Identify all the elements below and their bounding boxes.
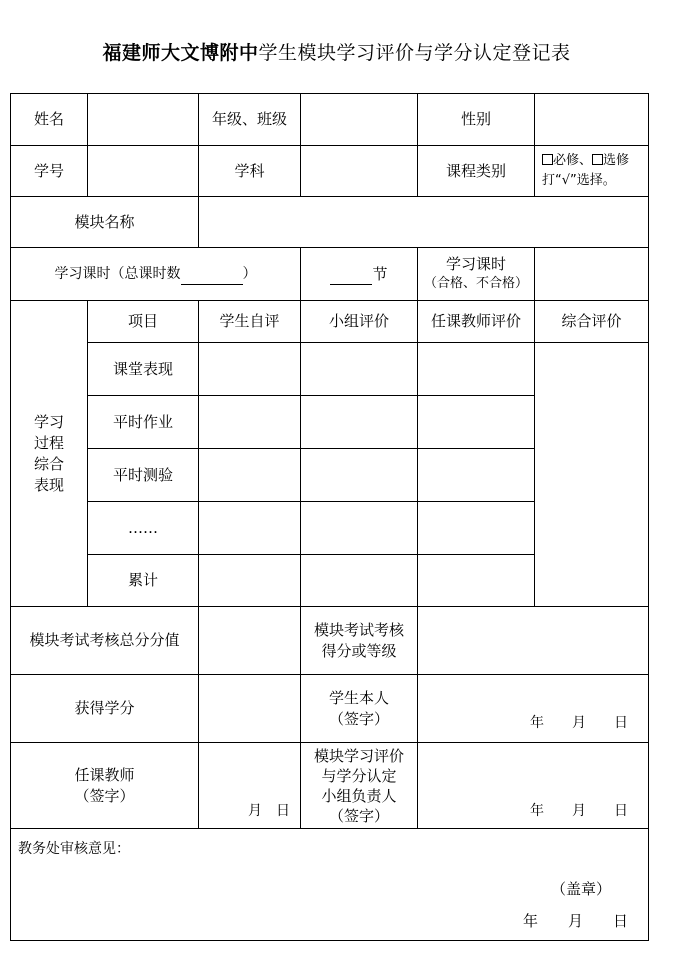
teacher-eval-cell[interactable] [417,395,535,449]
gender-field[interactable] [534,93,649,146]
self-eval-cell[interactable] [198,501,301,555]
credit-label: 获得学分 [10,674,199,743]
required-option-label: 必修、 [553,153,593,168]
subject-label: 学科 [198,145,301,197]
header-overall-eval: 综合评价 [534,300,649,343]
group-leader-sign-date: 年 月 日 [530,803,628,819]
group-leader-label: 模块学习评价 与学分认定 小组负责人 （签字） [300,742,418,829]
teacher-sign-date: 月 日 [248,803,290,819]
course-type-label: 课程类别 [417,145,535,197]
exam-score-field[interactable] [417,606,649,675]
hours-result-label: 学习课时 （合格、不合格） [417,247,535,301]
course-type-hint: 打“√”选择。 [542,173,616,188]
sections-suffix: 节 [372,264,388,283]
credit-field[interactable] [198,674,301,743]
group-eval-cell[interactable] [300,395,418,449]
total-hours-label: 学习课时（总课时数 ） [10,247,301,301]
sections-field [300,247,418,301]
teacher-eval-cell[interactable] [417,448,535,502]
teacher-eval-cell[interactable] [417,501,535,555]
process-side-label: 学习 过程 综合 表现 [10,300,88,607]
total-hours-blank[interactable] [181,263,243,285]
required-checkbox[interactable] [542,154,553,165]
header-item: 项目 [87,300,199,343]
office-opinion-label: 教务处审核意见： [18,841,130,857]
office-opinion-box[interactable] [10,828,649,941]
group-eval-cell[interactable] [300,501,418,555]
sections-blank[interactable] [330,263,372,285]
student-sign-label: 学生本人 （签字） [300,674,418,743]
item-classroom: 课堂表现 [87,342,199,396]
school-name: 福建师大文博附中 [102,42,259,64]
page-title [0,38,673,65]
office-date: 年 月 日 [523,912,629,930]
student-id-field[interactable] [87,145,199,197]
module-name-field[interactable] [198,196,649,248]
self-eval-cell[interactable] [198,342,301,396]
item-quiz: 平时测验 [87,448,199,502]
item-total: 累计 [87,554,199,607]
form-name: 学生模块学习评价与学分认定登记表 [258,42,571,64]
group-eval-cell[interactable] [300,554,418,607]
hours-result-field[interactable] [534,247,649,301]
teacher-sign-label: 任课教师 （签字） [10,742,199,829]
teacher-eval-cell[interactable] [417,554,535,607]
exam-total-label: 模块考试考核总分分值 [10,606,199,675]
group-eval-cell[interactable] [300,448,418,502]
name-label: 姓名 [10,93,88,146]
gender-label: 性别 [417,93,535,146]
header-self-eval: 学生自评 [198,300,301,343]
self-eval-cell[interactable] [198,448,301,502]
student-sign-date: 年 月 日 [530,715,628,731]
check-mark-icon: √ [561,173,571,188]
name-field[interactable] [87,93,199,146]
elective-option-label: 选修 [603,153,630,168]
item-homework: 平时作业 [87,395,199,449]
group-eval-cell[interactable] [300,342,418,396]
grade-class-label: 年级、班级 [198,93,301,146]
module-name-label: 模块名称 [10,196,199,248]
exam-score-label: 模块考试考核 得分或等级 [300,606,418,675]
teacher-eval-cell[interactable] [417,342,535,396]
header-group-eval: 小组评价 [300,300,418,343]
item-ellipsis: …… [87,501,199,555]
subject-field[interactable] [300,145,418,197]
header-teacher-eval: 任课教师评价 [417,300,535,343]
self-eval-cell[interactable] [198,554,301,607]
exam-total-field[interactable] [198,606,301,675]
student-id-label: 学号 [10,145,88,197]
student-sign-field[interactable] [417,674,649,743]
self-eval-cell[interactable] [198,395,301,449]
grade-class-field[interactable] [300,93,418,146]
overall-eval-cell[interactable] [534,342,649,607]
course-type-options [534,145,649,197]
stamp-label: （盖章） [551,880,612,898]
elective-checkbox[interactable] [592,154,603,165]
teacher-sign-field[interactable] [198,742,301,829]
group-leader-sign-field[interactable] [417,742,649,829]
